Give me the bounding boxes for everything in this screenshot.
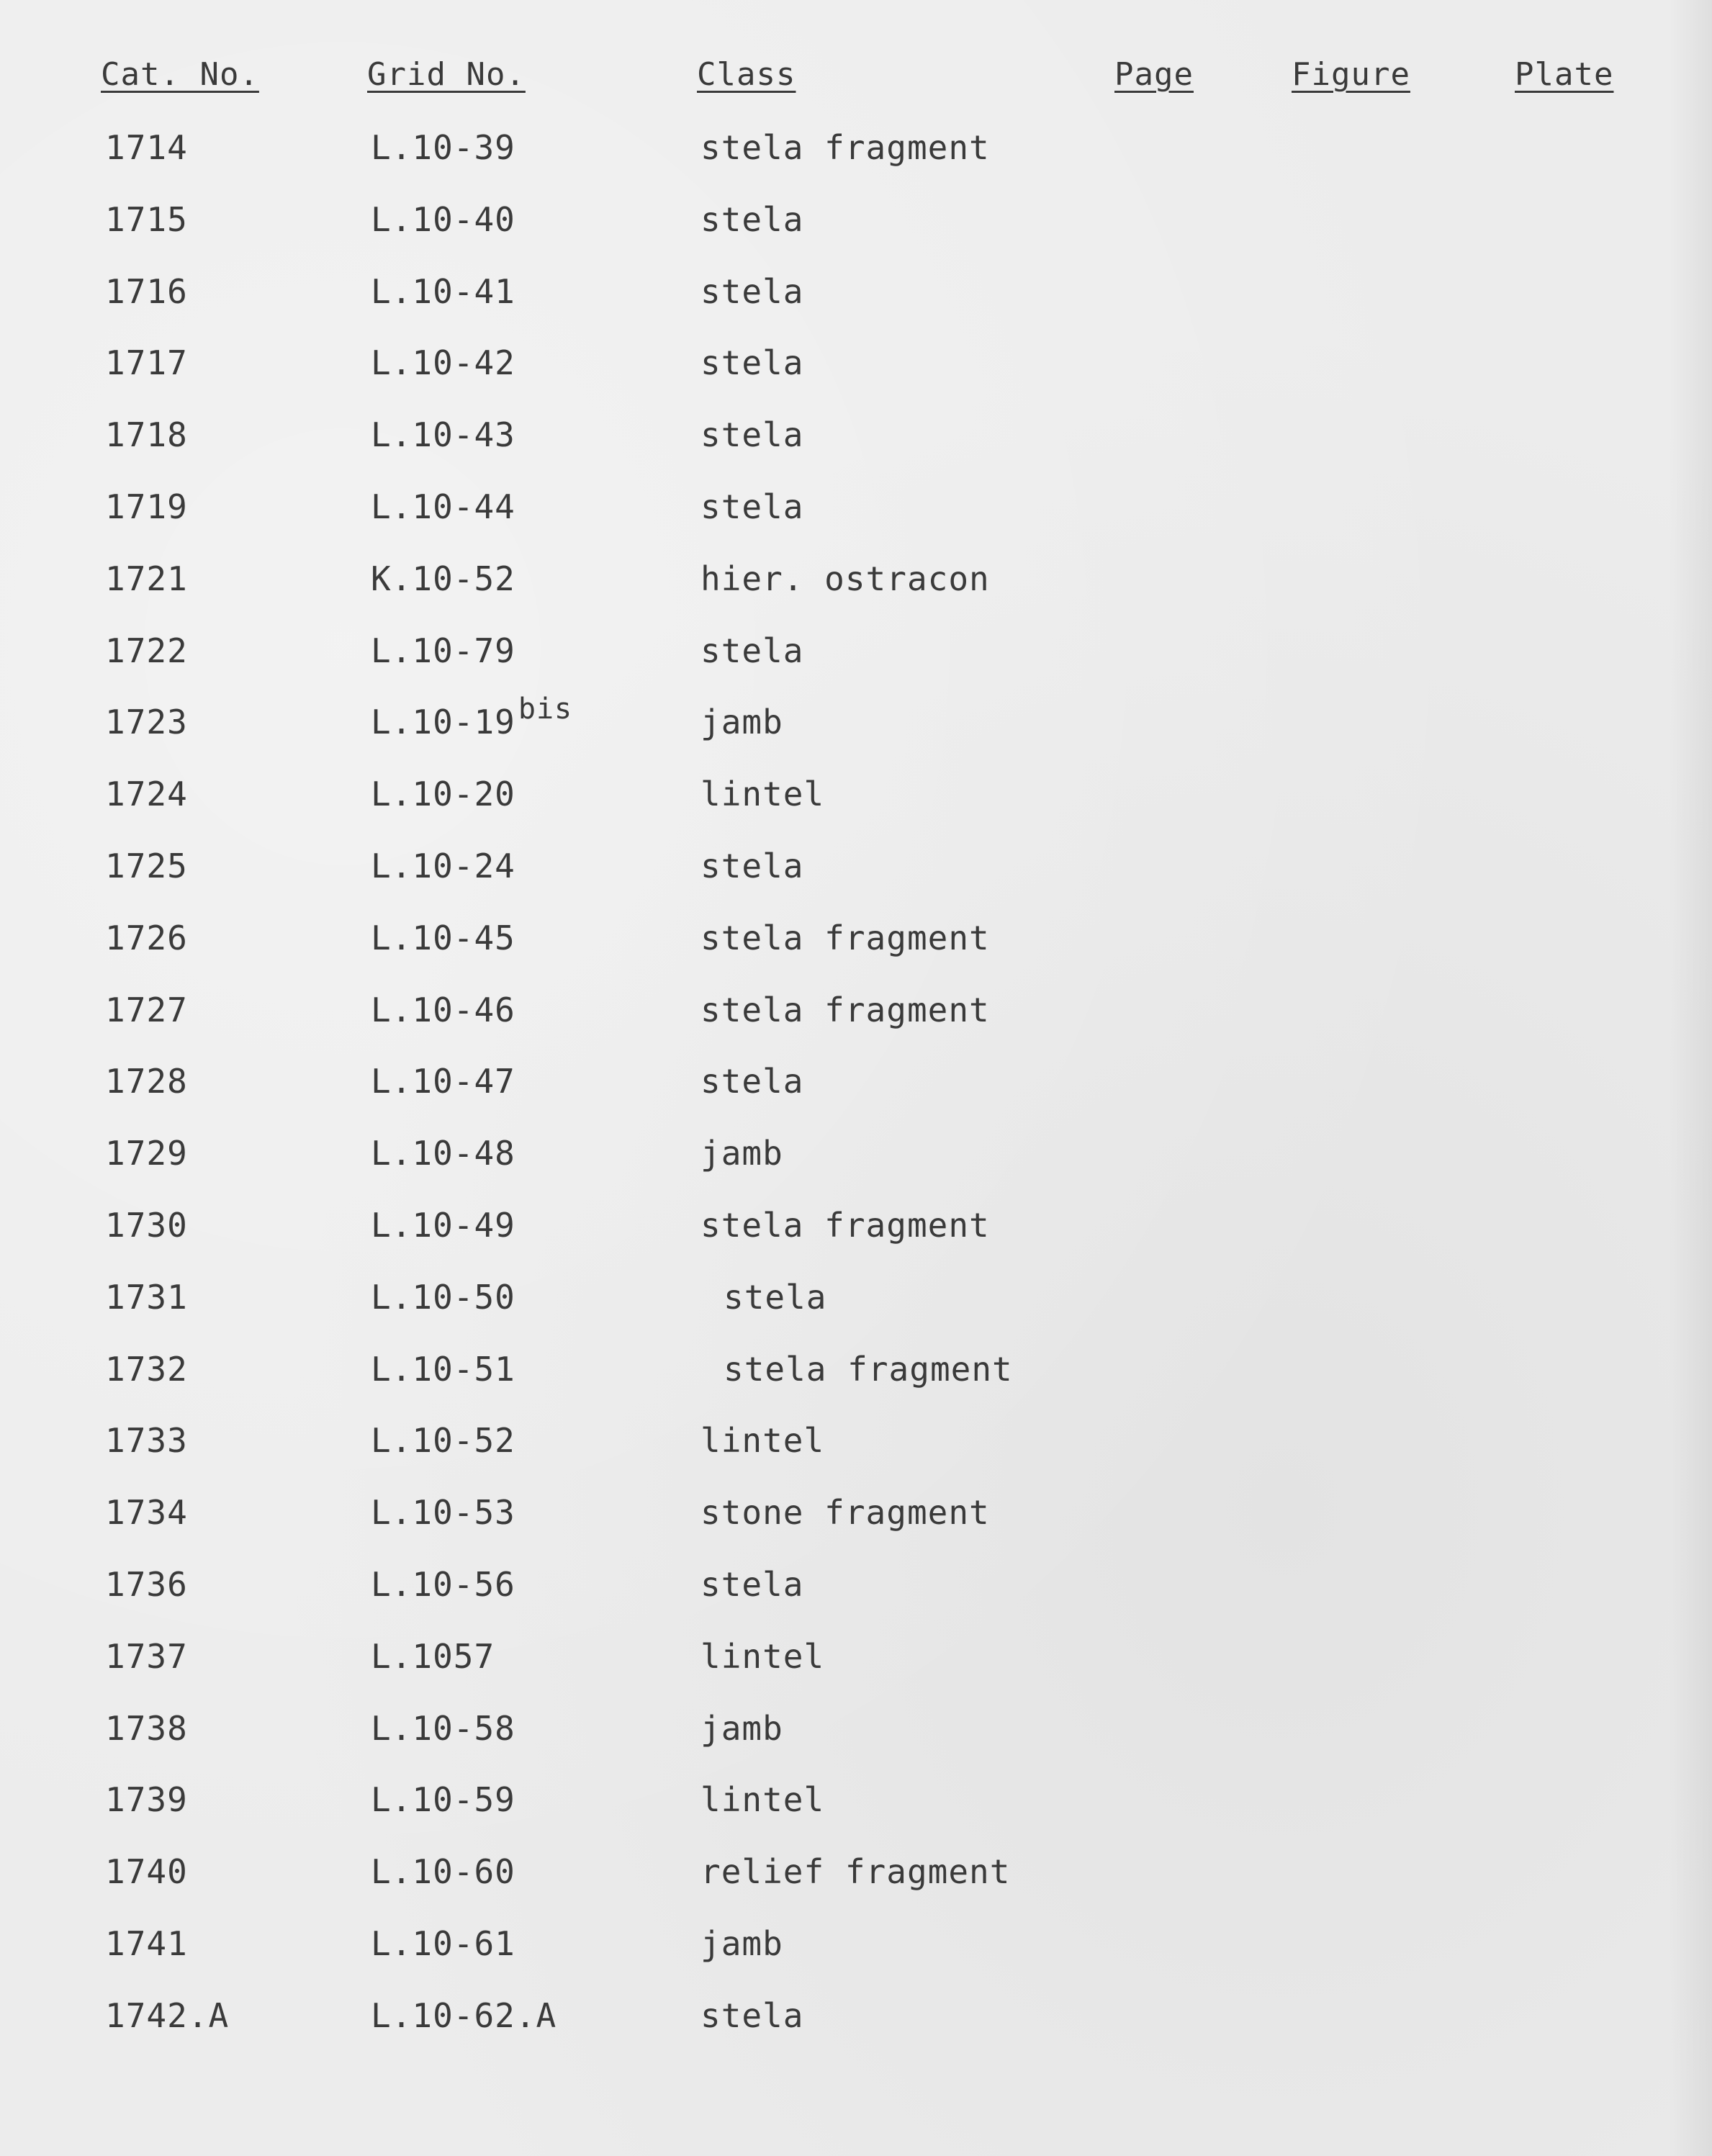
class-cell: stela fragment xyxy=(724,1349,1013,1389)
table-row xyxy=(0,693,1712,775)
grid-no-text: L.10-40 xyxy=(371,199,515,239)
grid-no-text: L.10-20 xyxy=(371,775,515,814)
cat-no-cell: 1731 xyxy=(105,1277,188,1317)
table-row xyxy=(0,128,1712,200)
table-row xyxy=(0,1780,1712,1852)
grid-no-text: L.10-61 xyxy=(371,1923,515,1963)
class-cell: jamb xyxy=(700,1134,783,1173)
grid-no-cell xyxy=(371,1278,515,1317)
grid-no-text: L.10-47 xyxy=(371,1062,515,1101)
grid-no-cell xyxy=(371,1134,515,1173)
cat-no-cell: 1737 xyxy=(105,1636,188,1676)
grid-no-cell xyxy=(371,415,515,454)
class-cell: stela fragment xyxy=(700,990,990,1029)
table-row xyxy=(0,559,1712,631)
cat-no-cell: 1714 xyxy=(105,128,188,167)
grid-no-text: L.10-44 xyxy=(371,487,515,526)
header-grid-no: Grid No. xyxy=(367,56,526,93)
cat-no-cell: 1734 xyxy=(105,1493,188,1533)
table-row xyxy=(0,1996,1712,2068)
grid-no-text: L.10-41 xyxy=(371,271,515,311)
grid-no-text: L.10-62.A xyxy=(371,1995,557,2035)
grid-no-cell xyxy=(371,1350,515,1389)
grid-no-cell xyxy=(371,1637,495,1676)
grid-no-cell xyxy=(371,1709,515,1748)
cat-no-cell: 1717 xyxy=(105,343,188,383)
class-cell: stela xyxy=(700,487,804,526)
class-cell: stela xyxy=(700,199,804,239)
table-row xyxy=(0,1852,1712,1924)
class-cell: stela xyxy=(700,1564,804,1604)
table-row xyxy=(0,272,1712,344)
cat-no-cell: 1732 xyxy=(105,1349,188,1389)
cat-no-cell: 1733 xyxy=(105,1421,188,1461)
cat-no-cell: 1726 xyxy=(105,918,188,957)
table-row xyxy=(0,1565,1712,1637)
header-page: Page xyxy=(1114,56,1194,93)
table-row xyxy=(0,919,1712,991)
cat-no-cell: 1736 xyxy=(105,1564,188,1604)
class-cell: lintel xyxy=(700,1780,825,1820)
grid-no-cell xyxy=(371,991,515,1029)
grid-no-cell xyxy=(371,1852,515,1891)
table-row xyxy=(0,415,1712,487)
class-cell: hier. ostracon xyxy=(700,559,990,598)
table-row xyxy=(0,1206,1712,1278)
table-row xyxy=(0,1134,1712,1206)
grid-no-text: L.10-45 xyxy=(371,918,515,957)
class-cell: stela xyxy=(700,343,804,383)
grid-no-text: L.10-46 xyxy=(371,990,515,1029)
grid-no-text: L.10-59 xyxy=(371,1780,515,1820)
class-cell: stela xyxy=(700,1062,804,1101)
table-row xyxy=(0,487,1712,559)
table-row xyxy=(0,631,1712,703)
class-cell: lintel xyxy=(700,775,825,814)
grid-no-cell xyxy=(371,775,515,813)
cat-no-cell: 1718 xyxy=(105,415,188,455)
grid-no-text: L.10-56 xyxy=(371,1564,515,1604)
grid-no-text: L.10-51 xyxy=(371,1349,515,1389)
cat-no-cell: 1730 xyxy=(105,1205,188,1245)
table-row xyxy=(0,1493,1712,1565)
table-row xyxy=(0,1924,1712,1996)
grid-no-cell xyxy=(371,272,515,311)
grid-no-cell xyxy=(371,1996,557,2035)
grid-no-text: L.10-50 xyxy=(371,1277,515,1317)
grid-no-cell xyxy=(371,631,515,670)
header-class: Class xyxy=(697,56,796,93)
grid-no-text: L.10-43 xyxy=(371,415,515,455)
grid-no-text: L.10-58 xyxy=(371,1708,515,1748)
class-cell: stela xyxy=(700,415,804,455)
cat-no-cell: 1739 xyxy=(105,1780,188,1820)
cat-no-cell: 1715 xyxy=(105,199,188,239)
grid-no-cell xyxy=(371,128,515,167)
cat-no-cell: 1740 xyxy=(105,1852,188,1892)
class-cell: stela fragment xyxy=(700,918,990,957)
grid-no-text: L.10-39 xyxy=(371,128,515,167)
grid-no-text: L.10-48 xyxy=(371,1134,515,1173)
cat-no-cell: 1729 xyxy=(105,1134,188,1173)
table-row xyxy=(0,1637,1712,1709)
grid-no-cell xyxy=(371,200,515,239)
table-row xyxy=(0,775,1712,847)
grid-no-text: L.10-19 xyxy=(371,703,515,742)
grid-no-text: L.1057 xyxy=(371,1636,495,1676)
class-cell: stone fragment xyxy=(700,1493,990,1533)
cat-no-cell: 1719 xyxy=(105,487,188,526)
grid-no-cell xyxy=(371,847,515,885)
grid-no-text: L.10-49 xyxy=(371,1205,515,1245)
class-cell: stela xyxy=(700,846,804,885)
class-cell: relief fragment xyxy=(700,1852,1011,1892)
cat-no-cell: 1724 xyxy=(105,775,188,814)
grid-no-cell xyxy=(371,1924,515,1963)
table-row xyxy=(0,991,1712,1063)
cat-no-cell: 1742.A xyxy=(105,1995,230,2035)
grid-no-text: K.10-52 xyxy=(371,559,515,598)
cat-no-cell: 1738 xyxy=(105,1708,188,1748)
cat-no-cell: 1721 xyxy=(105,559,188,598)
class-cell: stela fragment xyxy=(700,1205,990,1245)
table-row xyxy=(0,1709,1712,1781)
class-cell: stela xyxy=(700,631,804,670)
grid-no-cell xyxy=(371,1206,515,1245)
cat-no-cell: 1741 xyxy=(105,1923,188,1963)
grid-no-superscript: bis xyxy=(518,693,573,726)
grid-no-cell xyxy=(371,1062,515,1101)
table-row xyxy=(0,1278,1712,1350)
cat-no-cell: 1725 xyxy=(105,846,188,885)
cat-no-cell: 1723 xyxy=(105,703,188,742)
grid-no-cell xyxy=(371,693,573,742)
grid-no-cell xyxy=(371,1421,515,1460)
table-row xyxy=(0,200,1712,272)
grid-no-cell xyxy=(371,1493,515,1532)
table-row xyxy=(0,1421,1712,1493)
catalog-table-body xyxy=(0,128,1712,2068)
grid-no-text: L.10-53 xyxy=(371,1493,515,1533)
grid-no-text: L.10-79 xyxy=(371,631,515,670)
class-cell: lintel xyxy=(700,1636,825,1676)
grid-no-cell xyxy=(371,1780,515,1819)
cat-no-cell: 1722 xyxy=(105,631,188,670)
class-cell: stela fragment xyxy=(700,128,990,167)
class-cell: jamb xyxy=(700,1708,783,1748)
grid-no-text: L.10-52 xyxy=(371,1421,515,1461)
table-row xyxy=(0,343,1712,415)
class-cell: stela xyxy=(700,1995,804,2035)
table-header xyxy=(0,56,1712,99)
header-plate: Plate xyxy=(1515,56,1614,93)
class-cell: jamb xyxy=(700,1923,783,1963)
class-cell: stela xyxy=(724,1277,827,1317)
grid-no-text: L.10-42 xyxy=(371,343,515,383)
grid-no-cell xyxy=(371,919,515,957)
grid-no-cell xyxy=(371,559,515,598)
grid-no-text: L.10-60 xyxy=(371,1852,515,1892)
cat-no-cell: 1727 xyxy=(105,990,188,1029)
grid-no-text: L.10-24 xyxy=(371,846,515,885)
class-cell: lintel xyxy=(700,1421,825,1461)
table-row xyxy=(0,847,1712,919)
cat-no-cell: 1716 xyxy=(105,271,188,311)
header-figure: Figure xyxy=(1292,56,1410,93)
cat-no-cell: 1728 xyxy=(105,1062,188,1101)
table-row xyxy=(0,1062,1712,1134)
table-row xyxy=(0,1350,1712,1422)
header-cat-no: Cat. No. xyxy=(101,56,259,93)
grid-no-cell xyxy=(371,343,515,382)
grid-no-cell xyxy=(371,487,515,526)
class-cell: jamb xyxy=(700,703,783,742)
grid-no-cell xyxy=(371,1565,515,1604)
class-cell: stela xyxy=(700,271,804,311)
